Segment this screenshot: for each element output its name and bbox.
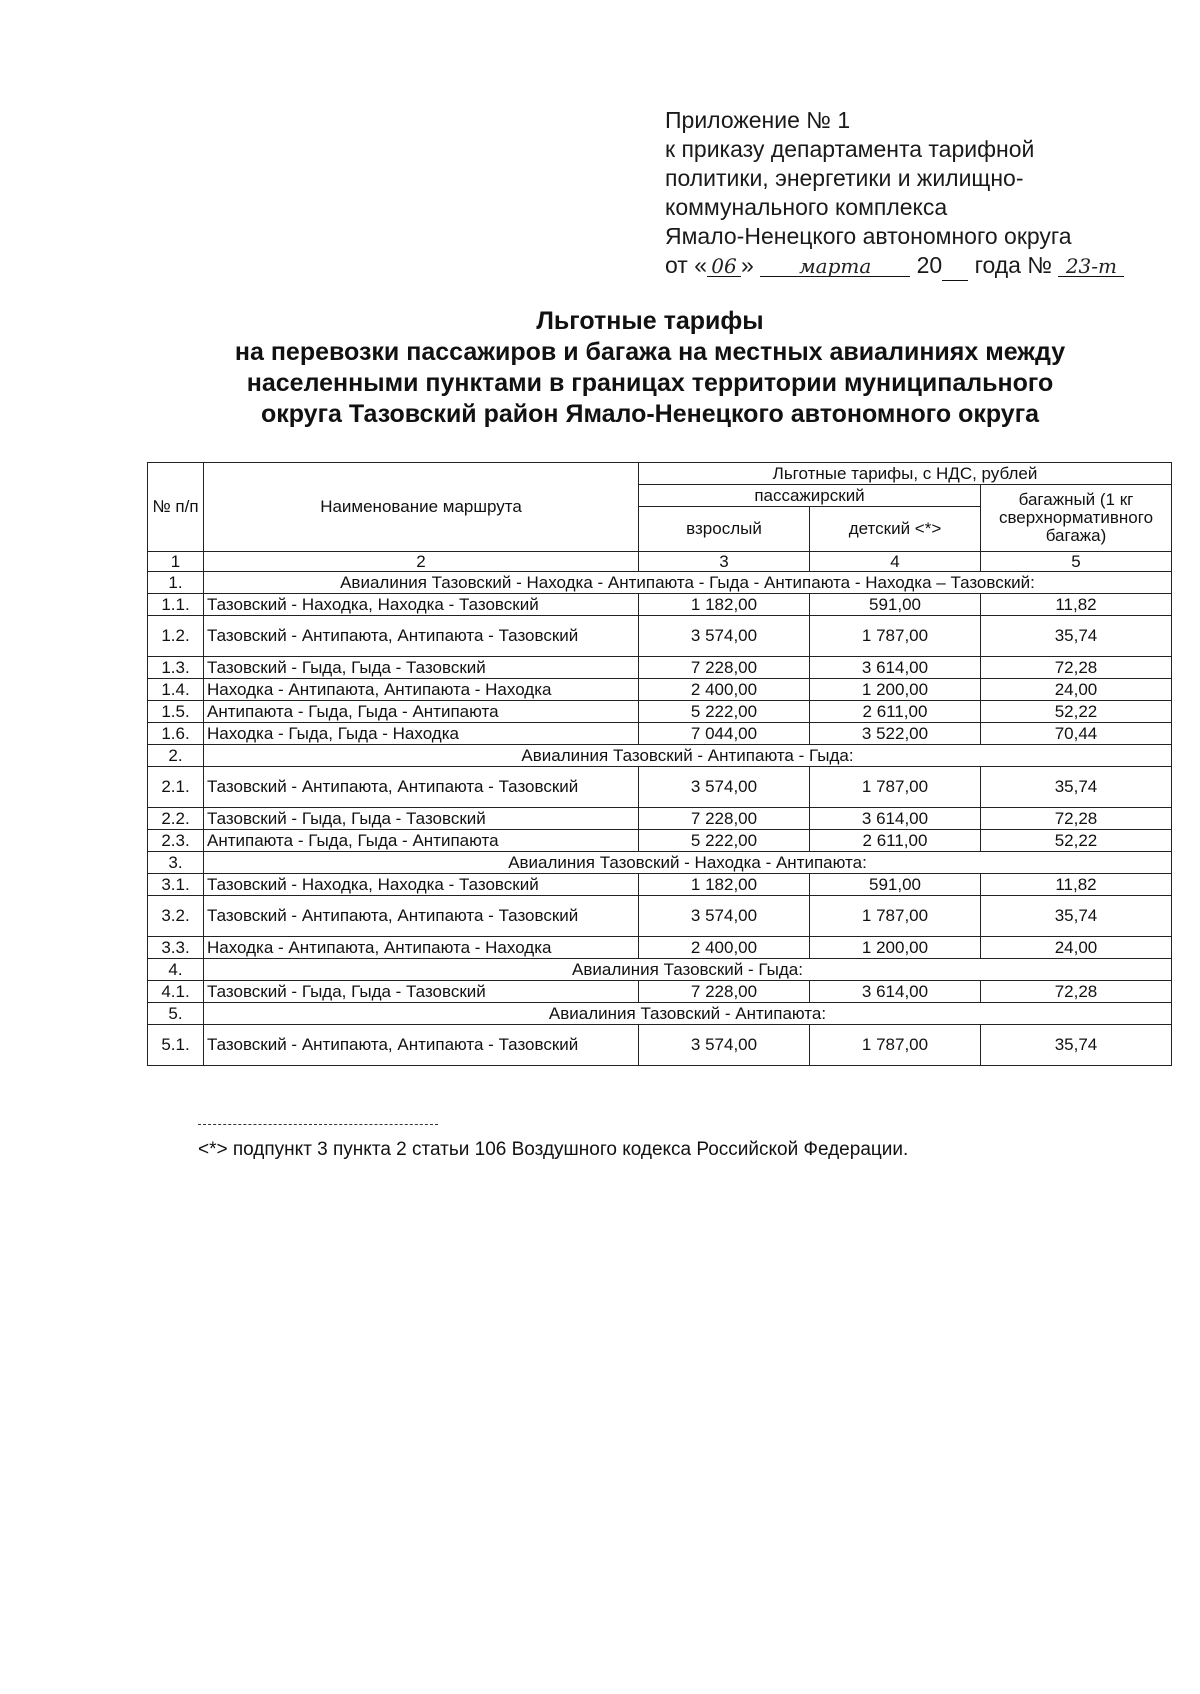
table-row <box>148 657 1172 679</box>
order-date-line <box>665 251 1124 281</box>
tariffs-table-body <box>148 572 1172 1066</box>
tariffs-table <box>147 462 1172 1066</box>
group-title: Авиалиния Тазовский - Антипаюта - Гыда: <box>204 745 1172 767</box>
table-row <box>148 896 1172 937</box>
table-row <box>148 1025 1172 1066</box>
row-number: 1. <box>148 572 204 594</box>
group-row <box>148 745 1172 767</box>
row-number: 2.2. <box>148 808 204 830</box>
table-row <box>148 830 1172 852</box>
route-name: Тазовский - Гыда, Гыда - Тазовский <box>204 808 639 830</box>
appendix-line: Ямало-Ненецкого автономного округа <box>665 223 1072 249</box>
tariff-adult: 7 228,00 <box>639 808 810 830</box>
tariff-child: 1 787,00 <box>810 767 981 808</box>
row-number: 3.1. <box>148 874 204 896</box>
table-row <box>148 701 1172 723</box>
row-number: 2.1. <box>148 767 204 808</box>
column-number: 3 <box>639 552 810 572</box>
row-number: 4.1. <box>148 981 204 1003</box>
route-name: Тазовский - Антипаюта, Антипаюта - Тазовский <box>204 616 639 657</box>
table-row <box>148 594 1172 616</box>
row-number: 1.5. <box>148 701 204 723</box>
tariff-baggage: 72,28 <box>981 657 1172 679</box>
tariff-adult: 3 574,00 <box>639 896 810 937</box>
date-prefix: от « <box>665 252 708 278</box>
tariff-baggage: 35,74 <box>981 896 1172 937</box>
table-row <box>148 616 1172 657</box>
tariff-baggage: 11,82 <box>981 874 1172 896</box>
date-year-prefix: 20 <box>916 252 943 278</box>
footnote <box>198 1124 908 1161</box>
column-number: 1 <box>148 552 204 572</box>
tariff-baggage: 24,00 <box>981 679 1172 701</box>
header-tariffs: Льготные тарифы, с НДС, рублей <box>639 463 1172 485</box>
tariff-baggage: 52,22 <box>981 830 1172 852</box>
group-title: Авиалиния Тазовский - Антипаюта: <box>204 1003 1172 1025</box>
tariff-adult: 1 182,00 <box>639 874 810 896</box>
route-name: Тазовский - Антипаюта, Антипаюта - Тазовский <box>204 896 639 937</box>
appendix-line: к приказу департамента тарифной <box>665 136 1035 162</box>
group-title: Авиалиния Тазовский - Находка - Антипаюта: <box>204 852 1172 874</box>
title-line: на перевозки пассажиров и багажа на местных авиалиниях между <box>234 338 1066 366</box>
tariff-baggage: 70,44 <box>981 723 1172 745</box>
tariff-child: 1 200,00 <box>810 679 981 701</box>
route-name: Тазовский - Находка, Находка - Тазовский <box>204 594 639 616</box>
tariff-adult: 3 574,00 <box>639 1025 810 1066</box>
row-number: 2.3. <box>148 830 204 852</box>
header-num: № п/п <box>148 463 204 552</box>
title-line: округа Тазовский район Ямало-Ненецкого автономного округа <box>260 400 1040 428</box>
tariff-child: 591,00 <box>810 874 981 896</box>
column-numbers-row <box>148 552 1172 572</box>
table-row <box>148 874 1172 896</box>
row-number: 1.4. <box>148 679 204 701</box>
row-number: 1.3. <box>148 657 204 679</box>
route-name: Находка - Гыда, Гыда - Находка <box>204 723 639 745</box>
tariff-baggage: 72,28 <box>981 981 1172 1003</box>
appendix-block <box>665 106 1124 281</box>
route-name: Тазовский - Гыда, Гыда - Тазовский <box>204 657 639 679</box>
tariff-child: 3 614,00 <box>810 808 981 830</box>
tariff-baggage: 52,22 <box>981 701 1172 723</box>
date-month-handwritten: марта <box>760 256 910 277</box>
tariff-baggage: 24,00 <box>981 937 1172 959</box>
title-line: населенными пунктами в границах территории муниципального <box>246 369 1054 397</box>
tariff-child: 591,00 <box>810 594 981 616</box>
group-row <box>148 572 1172 594</box>
tariff-child: 1 787,00 <box>810 896 981 937</box>
tariff-child: 1 787,00 <box>810 616 981 657</box>
date-close: » <box>741 252 754 278</box>
order-number-handwritten: 23-т <box>1058 256 1124 277</box>
header-route: Наименование маршрута <box>204 463 639 552</box>
appendix-line: политики, энергетики и жилищно- <box>665 165 1024 191</box>
route-name: Находка - Антипаюта, Антипаюта - Находка <box>204 679 639 701</box>
route-name: Тазовский - Гыда, Гыда - Тазовский <box>204 981 639 1003</box>
table-row <box>148 723 1172 745</box>
header-passenger: пассажирский <box>639 485 981 507</box>
column-number: 5 <box>981 552 1172 572</box>
tariff-adult: 5 222,00 <box>639 701 810 723</box>
tariff-adult: 2 400,00 <box>639 937 810 959</box>
row-number: 5. <box>148 1003 204 1025</box>
row-number: 1.6. <box>148 723 204 745</box>
year-blank <box>942 251 968 281</box>
group-row <box>148 1003 1172 1025</box>
document-title <box>120 306 1180 430</box>
table-row <box>148 808 1172 830</box>
header-child: детский <*> <box>810 507 981 552</box>
group-row <box>148 959 1172 981</box>
tariff-child: 3 614,00 <box>810 981 981 1003</box>
table-row <box>148 937 1172 959</box>
tariff-child: 3 614,00 <box>810 657 981 679</box>
route-name: Находка - Антипаюта, Антипаюта - Находка <box>204 937 639 959</box>
row-number: 3.3. <box>148 937 204 959</box>
tariff-adult: 3 574,00 <box>639 616 810 657</box>
row-number: 3.2. <box>148 896 204 937</box>
group-title: Авиалиния Тазовский - Находка - Антипаюта - Гыда - Антипаюта - Находка – Тазовский: <box>204 572 1172 594</box>
group-row <box>148 852 1172 874</box>
footnote-text: <*> подпункт 3 пункта 2 статьи 106 Воздушного кодекса Российской Федерации. <box>198 1139 909 1160</box>
date-year-suffix: года № <box>974 252 1053 278</box>
row-number: 3. <box>148 852 204 874</box>
column-number: 2 <box>204 552 639 572</box>
date-day-handwritten: 06 <box>707 256 741 277</box>
header-baggage: багажный (1 кг сверхнормативного багажа) <box>981 485 1172 552</box>
title-line: Льготные тарифы <box>536 307 764 335</box>
tariff-baggage: 35,74 <box>981 1025 1172 1066</box>
row-number: 1.2. <box>148 616 204 657</box>
tariff-adult: 5 222,00 <box>639 830 810 852</box>
tariff-adult: 7 228,00 <box>639 981 810 1003</box>
route-name: Антипаюта - Гыда, Гыда - Антипаюта <box>204 830 639 852</box>
tariff-child: 3 522,00 <box>810 723 981 745</box>
appendix-line: коммунального комплекса <box>665 194 948 220</box>
tariff-adult: 1 182,00 <box>639 594 810 616</box>
table-row <box>148 767 1172 808</box>
row-number: 5.1. <box>148 1025 204 1066</box>
header-adult: взрослый <box>639 507 810 552</box>
tariff-child: 1 787,00 <box>810 1025 981 1066</box>
route-name: Тазовский - Антипаюта, Антипаюта - Тазовский <box>204 767 639 808</box>
tariff-baggage: 35,74 <box>981 616 1172 657</box>
route-name: Тазовский - Находка, Находка - Тазовский <box>204 874 639 896</box>
tariff-adult: 7 228,00 <box>639 657 810 679</box>
tariff-baggage: 35,74 <box>981 767 1172 808</box>
route-name: Антипаюта - Гыда, Гыда - Антипаюта <box>204 701 639 723</box>
row-number: 4. <box>148 959 204 981</box>
table-row <box>148 981 1172 1003</box>
tariff-baggage: 72,28 <box>981 808 1172 830</box>
tariff-adult: 7 044,00 <box>639 723 810 745</box>
tariff-child: 2 611,00 <box>810 701 981 723</box>
tariff-baggage: 11,82 <box>981 594 1172 616</box>
route-name: Тазовский - Антипаюта, Антипаюта - Тазовский <box>204 1025 639 1066</box>
tariff-adult: 3 574,00 <box>639 767 810 808</box>
tariffs-table-head <box>148 463 1172 572</box>
footnote-separator <box>198 1124 438 1125</box>
row-number: 2. <box>148 745 204 767</box>
row-number: 1.1. <box>148 594 204 616</box>
tariff-child: 2 611,00 <box>810 830 981 852</box>
appendix-title: Приложение № 1 <box>665 107 851 133</box>
group-title: Авиалиния Тазовский - Гыда: <box>204 959 1172 981</box>
column-number: 4 <box>810 552 981 572</box>
tariff-adult: 2 400,00 <box>639 679 810 701</box>
tariff-child: 1 200,00 <box>810 937 981 959</box>
table-row <box>148 679 1172 701</box>
